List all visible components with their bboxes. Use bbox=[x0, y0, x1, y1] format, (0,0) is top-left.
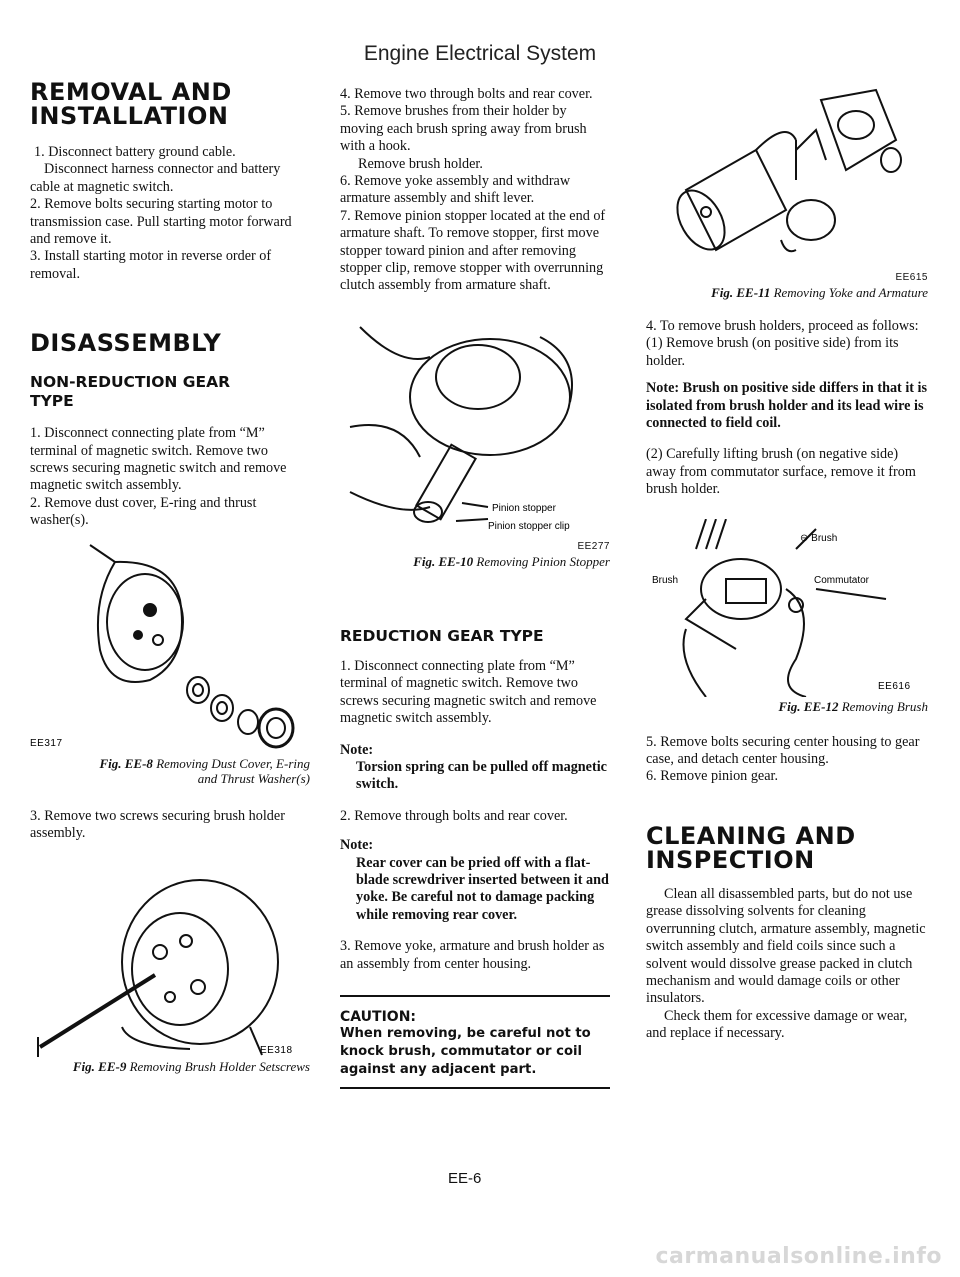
non-reduction-title-line1: NON-REDUCTION GEAR bbox=[30, 373, 231, 392]
non-reduction-step-1: 1. Disconnect connecting plate from “M” terminal of magnetic switch. Remove two screws securing magnetic switch and remove magnetic switch assembly. bbox=[30, 425, 287, 494]
reduction-title: REDUCTION GEAR TYPE bbox=[340, 626, 544, 645]
non-reduction-step-3: 3. Remove two screws securing brush holder assembly. bbox=[30, 807, 285, 842]
note-2-label: Note: bbox=[340, 837, 374, 854]
fig12-label-commutator: Commutator bbox=[814, 574, 870, 586]
note-right-label: Note: bbox=[646, 380, 680, 397]
non-reduction-title-line2: TYPE bbox=[30, 392, 74, 411]
figure-ee8-caption bbox=[30, 756, 310, 786]
column-left bbox=[30, 80, 310, 1074]
figure-ee10-caption bbox=[340, 554, 610, 569]
note-1-text: Torsion spring can be pulled off magnetic switch. bbox=[356, 758, 607, 793]
note-2-text: Rear cover can be pried off with a flat-blade screwdriver inserted between it and yoke. Be careful not to damage packing while removing rear cover. bbox=[356, 854, 609, 923]
non-reduction-step-2: 2. Remove dust cover, E-ring and thrust washer(s). bbox=[30, 494, 257, 529]
figure-ee9-code: EE318 bbox=[260, 1044, 293, 1056]
figure-ee10-title: Removing Pinion Stopper bbox=[476, 553, 610, 569]
figure-ee12 bbox=[646, 519, 928, 714]
fig10-label-clip: Pinion stopper clip bbox=[488, 520, 570, 532]
figure-ee9-number: Fig. EE-9 bbox=[72, 1058, 127, 1074]
caution-title: CAUTION: bbox=[340, 1008, 417, 1025]
removal-step-3: 3. Install starting motor in reverse order of removal. bbox=[30, 248, 272, 282]
removal-title-line2: INSTALLATION bbox=[30, 102, 229, 130]
step-4: 4. Remove two through bolts and rear cover. bbox=[340, 86, 593, 102]
figure-ee11-title: Removing Yoke and Armature bbox=[773, 285, 928, 300]
step-4-2: (2) Carefully lifting brush (on negative side) away from commutator surface, remove it from brush holder. bbox=[646, 446, 916, 498]
dust-cover-illustration bbox=[30, 540, 310, 750]
step-5: 5. Remove brushes from their holder by moving each brush spring away from brush with a hook. bbox=[340, 103, 587, 155]
cleaning-para-1: Clean all disassembled parts, but do not use grease dissolving solvents for cleaning overrunning clutch, armature assembly, magnetic switch assembly and field coils since such a solvent would dissolve grease packed in clutch mechanism and would damage coils or other insulators. bbox=[646, 885, 926, 1007]
figure-ee8 bbox=[30, 540, 310, 786]
reduction-step-2: 2. Remove through bolts and rear cover. bbox=[340, 807, 568, 824]
fig12-label-brush: Brush bbox=[652, 574, 679, 586]
fig12-label-brush-negative: ⊖ Brush bbox=[800, 532, 838, 544]
figure-ee10 bbox=[340, 307, 610, 569]
step-6-right: 6. Remove pinion gear. bbox=[646, 768, 778, 785]
caution-text: When removing, be careful not to knock brush, commutator or coil against any adjacent part. bbox=[340, 1025, 591, 1077]
figure-ee12-number: Fig. EE-12 bbox=[778, 698, 839, 714]
cleaning-title-line2: INSPECTION bbox=[646, 845, 815, 874]
figure-ee12-code: EE616 bbox=[878, 680, 911, 692]
column-middle bbox=[340, 80, 610, 1089]
note-right bbox=[646, 380, 928, 432]
figure-ee8-code: EE317 bbox=[30, 737, 63, 749]
caution-box bbox=[340, 995, 610, 1089]
page-header: Engine Electrical System bbox=[363, 42, 597, 65]
step-4-right: 4. To remove brush holders, proceed as follows: bbox=[646, 318, 919, 334]
figure-ee9 bbox=[30, 857, 310, 1074]
step-7: 7. Remove pinion stopper located at the end of armature shaft. To remove stopper, first move stopper toward pinion and after removing stopper clip, remove stopper with overrunning clutch assembly from armature shaft. bbox=[340, 207, 606, 294]
figure-ee9-caption bbox=[30, 1059, 310, 1074]
disassembly-title: DISASSEMBLY bbox=[30, 329, 222, 358]
figure-ee11-code: EE615 bbox=[895, 272, 928, 283]
figure-ee8-number: Fig. EE-8 bbox=[99, 755, 153, 771]
watermark: carmanualsonline.info bbox=[655, 1244, 942, 1269]
figure-ee11-number: Fig. EE-11 bbox=[711, 285, 771, 300]
reduction-step-1: 1. Disconnect connecting plate from “M” terminal of magnetic switch. Remove two screws securing magnetic switch and remove magnetic switch assembly. bbox=[340, 657, 597, 727]
figure-ee12-title: Removing Brush bbox=[841, 698, 928, 714]
step-4-1: (1) Remove brush (on positive side) from its holder. bbox=[646, 335, 899, 369]
fig10-label-stopper: Pinion stopper bbox=[492, 502, 556, 514]
note-1-label: Note: bbox=[340, 741, 374, 758]
figure-ee10-code: EE277 bbox=[577, 540, 610, 552]
step-5b: Remove brush holder. bbox=[358, 155, 483, 172]
figure-ee9-title: Removing Brush Holder Setscrews bbox=[129, 1058, 310, 1074]
figure-ee10-number: Fig. EE-10 bbox=[413, 553, 474, 569]
removal-step-1: 1. Disconnect battery ground cable. bbox=[34, 144, 236, 160]
brush-holder-illustration bbox=[30, 857, 310, 1057]
removal-step-2: 2. Remove bolts securing starting motor to transmission case. Pull starting motor forward and remove it. bbox=[30, 196, 292, 248]
figure-ee11-caption bbox=[646, 285, 928, 300]
brush-removal-illustration bbox=[646, 519, 928, 697]
step-5-right: 5. Remove bolts securing center housing to gear case, and detach center housing. bbox=[646, 733, 920, 768]
note-1 bbox=[340, 742, 610, 794]
cleaning-title-line1: CLEANING AND bbox=[646, 821, 856, 850]
removal-step-1b: Disconnect harness connector and battery cable at magnetic switch. bbox=[30, 161, 281, 195]
page-number: EE-6 bbox=[448, 1170, 482, 1187]
cleaning-para-2: Check them for excessive damage or wear, and replace if necessary. bbox=[646, 1007, 908, 1042]
reduction-step-3: 3. Remove yoke, armature and brush holder as an assembly from center housing. bbox=[340, 938, 605, 972]
removal-title-line1: REMOVAL AND bbox=[30, 78, 232, 106]
step-6: 6. Remove yoke assembly and withdraw armature assembly and shift lever. bbox=[340, 173, 571, 207]
figure-ee11 bbox=[646, 80, 928, 300]
pinion-stopper-illustration bbox=[340, 307, 610, 543]
yoke-armature-illustration bbox=[646, 80, 928, 270]
note-right-text: Brush on positive side differs in that it is isolated from brush holder and its lead wire is connected to field coil. bbox=[646, 380, 928, 432]
column-right bbox=[646, 80, 928, 1043]
figure-ee8-title: Removing Dust Cover, E-ring and Thrust Washer(s) bbox=[156, 755, 310, 786]
note-2 bbox=[340, 837, 610, 924]
figure-ee12-caption bbox=[646, 699, 928, 714]
